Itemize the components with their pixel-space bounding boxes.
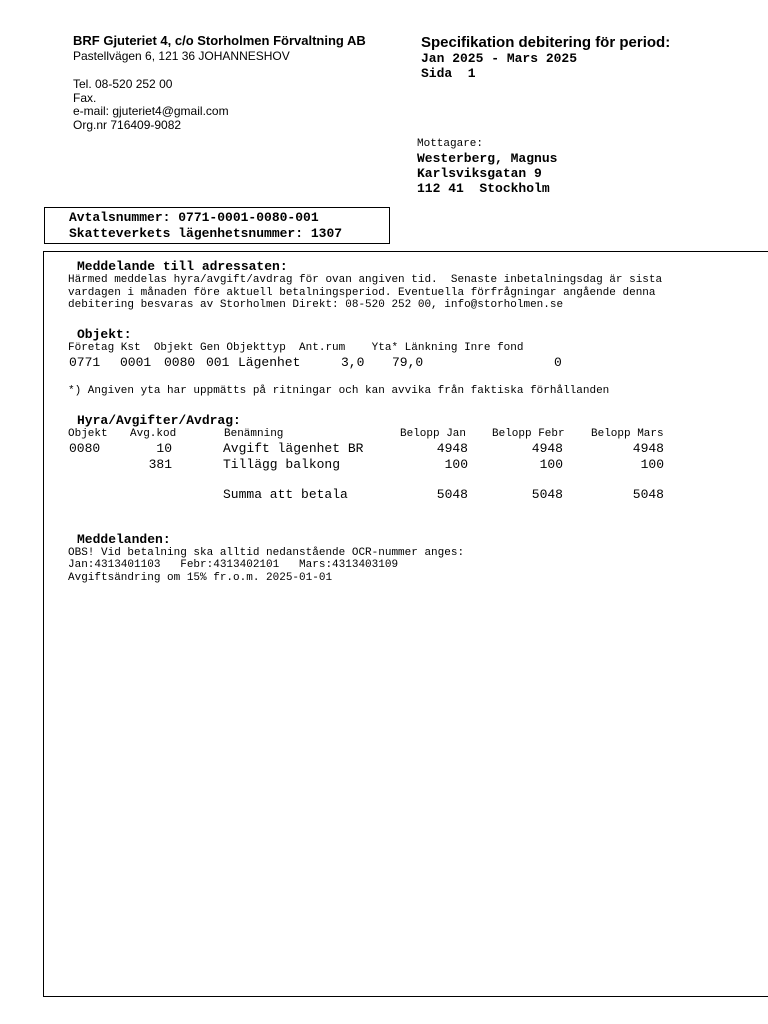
company-fax: Fax. bbox=[73, 91, 97, 105]
company-name: BRF Gjuteriet 4, c/o Storholmen Förvaltning AB bbox=[73, 33, 366, 48]
company-org-number: Org.nr 716409-9082 bbox=[73, 118, 182, 132]
object-type: Lägenhet bbox=[238, 355, 301, 370]
message-line: debitering besvaras av Storholmen Direkt: 08-520 252 00, info@storholmen.se bbox=[68, 299, 564, 311]
object-area: 79,0 bbox=[392, 355, 424, 370]
fee-row-code: 10 bbox=[156, 441, 172, 456]
fee-row-code: 381 bbox=[148, 457, 172, 472]
notice-line: Avgiftsändring om 15% fr.o.m. 2025-01-01 bbox=[68, 572, 333, 584]
fees-col-jan: Belopp Jan bbox=[400, 428, 467, 440]
fee-row-jan: 100 bbox=[444, 457, 468, 472]
apartment-number: Skatteverkets lägenhetsnummer: 1307 bbox=[69, 226, 343, 241]
contract-number: Avtalsnummer: 0771-0001-0080-001 bbox=[69, 210, 319, 225]
total-mar: 5048 bbox=[632, 487, 664, 502]
fee-row-feb: 4948 bbox=[531, 441, 563, 456]
total-feb: 5048 bbox=[531, 487, 563, 502]
total-label: Summa att betala bbox=[223, 487, 348, 502]
object-rooms: 3,0 bbox=[341, 355, 365, 370]
fee-row-objekt: 0080 bbox=[69, 441, 101, 456]
fees-col-mar: Belopp Mars bbox=[591, 428, 664, 440]
fee-row-name: Tillägg balkong bbox=[223, 457, 341, 472]
object-heading: Objekt: bbox=[77, 327, 132, 342]
object-gen: 001 bbox=[206, 355, 230, 370]
recipient-label: Mottagare: bbox=[417, 138, 484, 150]
page-number: Sida 1 bbox=[421, 66, 476, 81]
company-email: e-mail: gjuteriet4@gmail.com bbox=[73, 104, 229, 118]
fee-row-mar: 100 bbox=[640, 457, 664, 472]
spec-period: Jan 2025 - Mars 2025 bbox=[421, 51, 578, 66]
object-company: 0771 bbox=[69, 355, 101, 370]
area-footnote: *) Angiven yta har uppmätts på ritningar och kan avvika från faktiska förhållanden bbox=[68, 385, 610, 397]
company-phone: Tel. 08-520 252 00 bbox=[73, 77, 173, 91]
spec-title: Specifikation debitering för period: bbox=[421, 34, 671, 51]
fees-col-feb: Belopp Febr bbox=[492, 428, 565, 440]
object-column-headers: Företag Kst Objekt Gen Objekttyp Ant.rum Yta* Länkning Inre fond bbox=[68, 342, 524, 354]
fees-col-name: Benämning bbox=[224, 428, 284, 440]
fee-row-jan: 4948 bbox=[436, 441, 468, 456]
message-line: Härmed meddelas hyra/avgift/avdrag för ovan angiven tid. Senaste inbetalningsdag är sista bbox=[68, 274, 663, 286]
recipient-name: Westerberg, Magnus bbox=[417, 151, 558, 166]
fee-row-feb: 100 bbox=[539, 457, 563, 472]
notices-heading: Meddelanden: bbox=[77, 532, 171, 547]
recipient-street: Karlsviksgatan 9 bbox=[417, 166, 542, 181]
total-jan: 5048 bbox=[436, 487, 468, 502]
notice-line: OBS! Vid betalning ska alltid nedanstående OCR-nummer anges: bbox=[68, 547, 465, 559]
company-address: Pastellvägen 6, 121 36 JOHANNESHOV bbox=[73, 49, 290, 63]
object-number: 0080 bbox=[164, 355, 196, 370]
fee-row-name: Avgift lägenhet BR bbox=[223, 441, 364, 456]
fee-row-mar: 4948 bbox=[632, 441, 664, 456]
fees-heading: Hyra/Avgifter/Avdrag: bbox=[77, 413, 241, 428]
object-inner-fund: 0 bbox=[554, 355, 562, 370]
ocr-numbers: Jan:4313401103 Febr:4313402101 Mars:4313403109 bbox=[68, 559, 399, 571]
fees-col-code: Avg.kod bbox=[130, 428, 177, 440]
message-line: vardagen i månaden före aktuell betalningsperiod. Eventuella förfrågningar angående denna bbox=[68, 287, 656, 299]
message-heading: Meddelande till adressaten: bbox=[77, 259, 288, 274]
fees-col-objekt: Objekt bbox=[68, 428, 108, 440]
recipient-city: 112 41 Stockholm bbox=[417, 181, 550, 196]
object-kst: 0001 bbox=[120, 355, 152, 370]
